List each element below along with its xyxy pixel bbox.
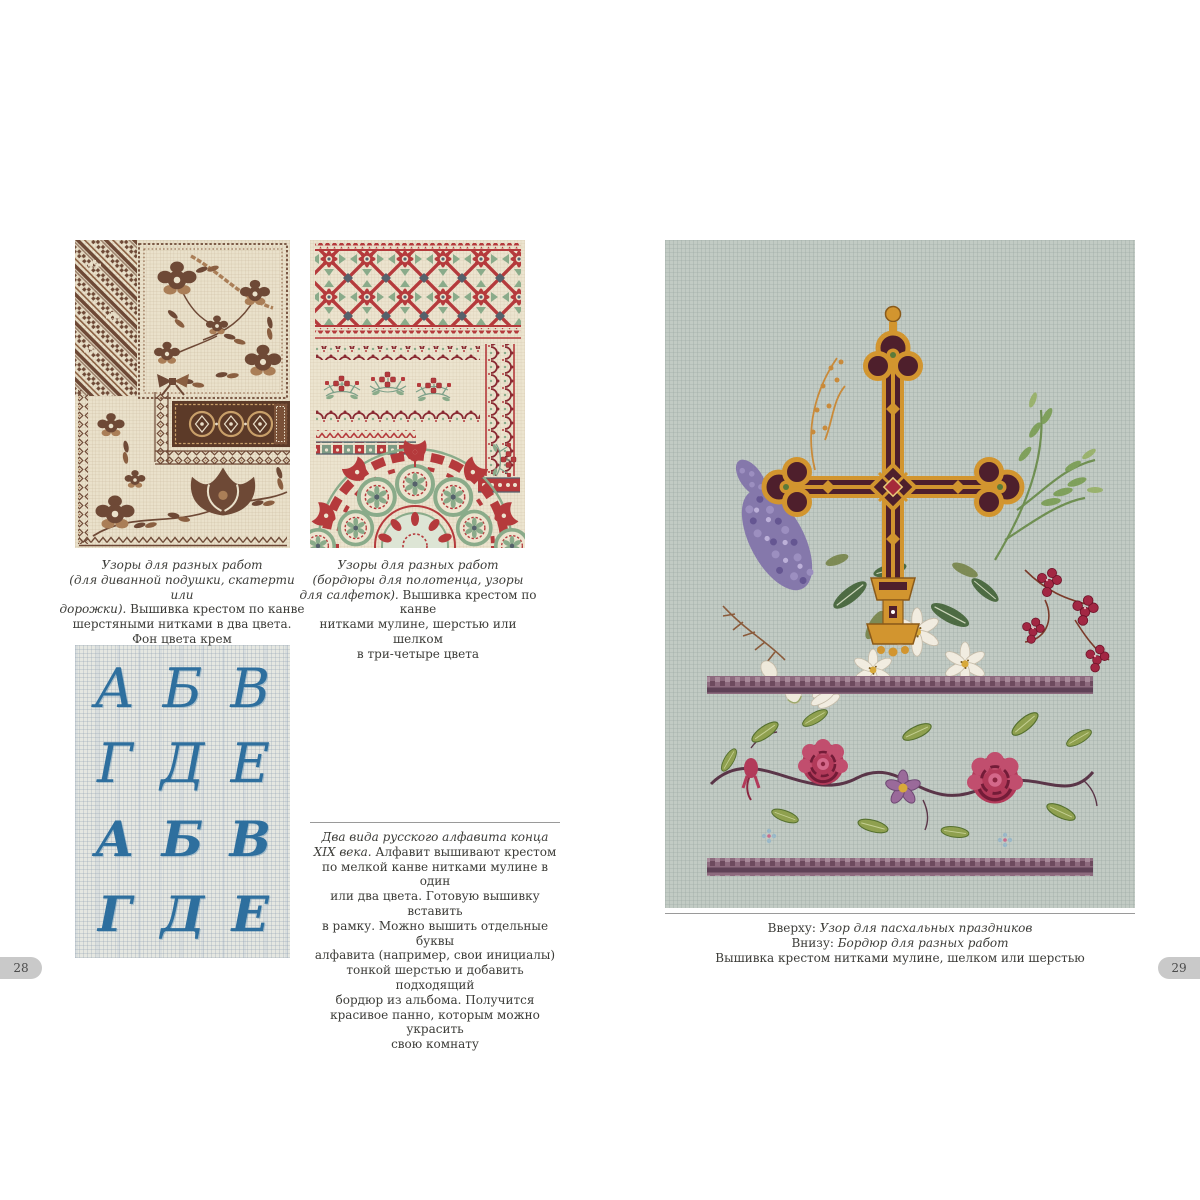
alphabet-letter: Г — [97, 885, 132, 944]
caption-line: красивое панно, которым можно украсить — [330, 1007, 540, 1037]
page-number-tab-left: 28 — [0, 957, 42, 979]
alphabet-letter: Д — [160, 885, 205, 944]
plate-easter-cross — [665, 240, 1135, 908]
caption-line: XIX века. Алфавит вышивают крестом — [313, 844, 557, 859]
alphabet-letter: Е — [230, 732, 270, 796]
caption-plate-2 — [293, 558, 543, 662]
caption-line: бордюр из альбома. Получится — [335, 992, 535, 1007]
alphabet-letter: В — [229, 810, 271, 869]
caption-line: алфавита (например, свои инициалы) — [314, 948, 556, 963]
caption-line: Фон цвета крем — [132, 631, 232, 646]
red-green-pattern-art — [310, 240, 525, 548]
brown-pattern-art — [75, 240, 290, 548]
diagonal-corner-band — [75, 240, 137, 396]
caption-line: (бордюры для полотенца, узоры — [312, 572, 524, 587]
checker-band-bottom — [707, 858, 1093, 876]
star-lattice-band — [315, 243, 521, 338]
caption-line: по мелкой канве нитками мулине в один — [321, 859, 549, 889]
caption-line: тонкой шерстью и добавить подходящий — [346, 963, 524, 992]
dark-border-sampler-band — [172, 401, 290, 447]
caption-line: для салфеток). Вышивка крестом по канве — [299, 587, 537, 617]
alphabet-letter: Д — [160, 732, 205, 796]
caption-line: Вверху: Узор для пасхальных праздников — [767, 921, 1033, 935]
caption-line: Узоры для разных работ — [337, 558, 499, 572]
caption-line: Узоры для разных работ — [101, 558, 263, 572]
alphabet-letter: А — [94, 810, 135, 869]
alphabet-letter: Е — [231, 885, 269, 944]
caption-line: или два цвета. Готовую вышивку вставить — [330, 889, 540, 918]
caption-line: в три-четыре цвета — [356, 646, 480, 661]
caption-line: Два вида русского алфавита конца — [321, 830, 549, 844]
caption-line: свою комнату — [391, 1037, 479, 1052]
caption-plate-right — [665, 921, 1135, 965]
caption-line: в рамку. Можно вышить отдельные буквы — [321, 918, 549, 948]
checker-band-top — [707, 676, 1093, 694]
plate-alphabet — [75, 645, 290, 958]
caption-line: (для диванной подушки, скатерти или — [69, 572, 295, 602]
alphabet-letter: Б — [162, 657, 203, 721]
plate-brown-pattern — [75, 240, 290, 548]
page-number-tab-right: 29 — [1158, 957, 1200, 979]
alphabet-letter: А — [94, 657, 136, 721]
alphabet-letter: Б — [161, 810, 204, 869]
alphabet-letter: В — [230, 657, 270, 721]
easter-cross-art — [665, 240, 1135, 908]
plate-red-green-pattern — [310, 240, 525, 548]
caption-line: Внизу: Бордюр для разных работ — [791, 935, 1009, 950]
alphabet-letter: Г — [96, 732, 133, 796]
caption-line: Вышивка крестом нитками мулине, шелком или шерстью — [715, 950, 1085, 965]
caption-plate-1 — [57, 558, 307, 647]
caption-line: шерстяными нитками в два цвета. — [72, 617, 292, 632]
caption-line: нитками мулине, шерстью или шелком — [319, 617, 517, 646]
divider-right-caption — [665, 913, 1135, 914]
note-alphabet — [310, 822, 560, 1052]
alphabet-grid — [75, 645, 290, 958]
caption-line: дорожки). Вышивка крестом по канве — [59, 602, 305, 617]
